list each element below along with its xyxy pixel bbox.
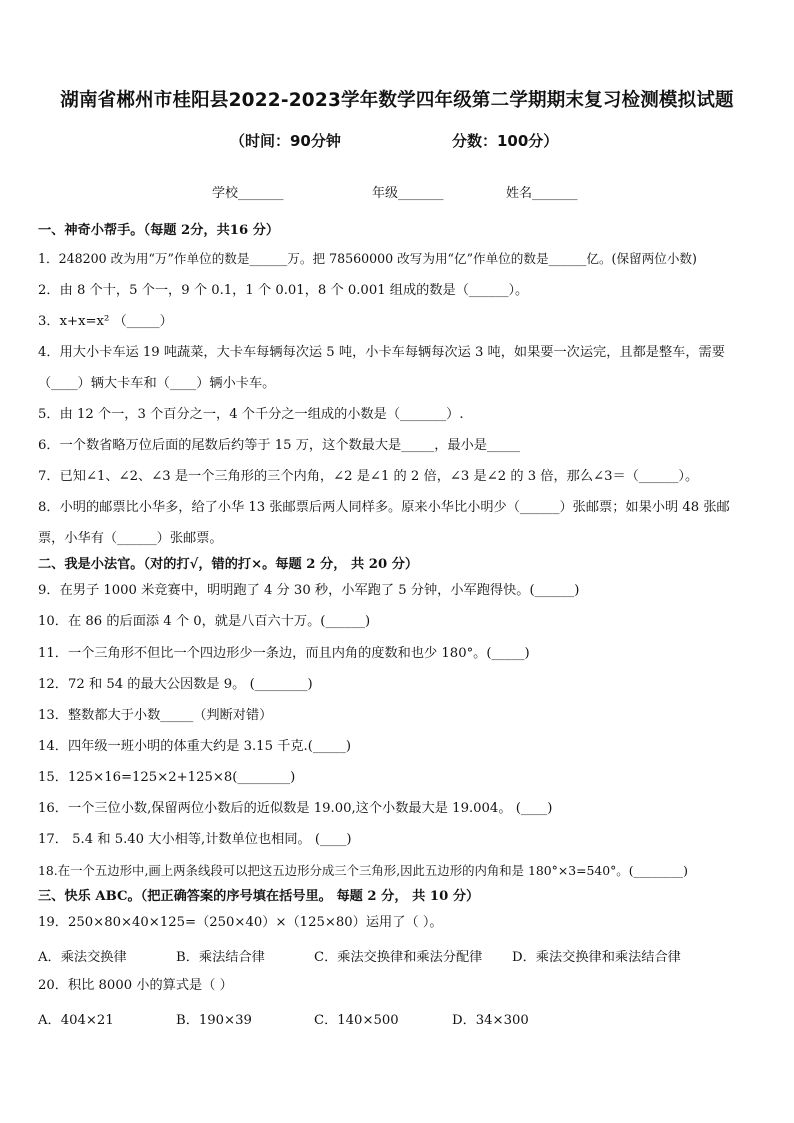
option-d: D．34×300 [452,1013,529,1028]
grade-field: 年级_______ [372,186,444,201]
question-13: 13．整数都大于小数_____（判断对错） [38,708,273,723]
question-4-line-2: （____）辆大卡车和（____）辆小卡车。 [38,376,276,391]
question-17: 17． 5.4 和 5.40 大小相等,计数单位也相同。 (____) [38,832,352,847]
option-d: D．乘法交换律和乘法结合律 [512,950,681,965]
question-11: 11．一个三角形不但比一个四边形少一条边，而且内角的度数和也少 180°。(_____) [38,646,530,661]
exam-time: （时间：90分钟 [230,132,341,150]
option-c: C．乘法交换律和乘法分配律 [314,950,483,965]
question-5: 5．由 12 个一，3 个百分之一，4 个千分之一组成的小数是（_______）. [38,407,464,422]
question-4-line-1: 4．用大小卡车运 19 吨蔬菜，大卡车每辆每次运 5 吨，小卡车每辆每次运 3 吨，如果要一次运完，且都是整车，需要 [38,345,725,360]
question-16: 16．一个三位小数,保留两位小数后的近似数是 19.00,这个小数最大是 19.004。 (____) [38,801,553,816]
question-9: 9．在男子 1000 米竞赛中，明明跑了 4 分 30 秒，小军跑了 5 分钟，小军跑得快。(______) [38,583,580,598]
question-8-line-1: 8．小明的邮票比小华多，给了小华 13 张邮票后两人同样多。原来小华比小明少（______）张邮票；如果小明 48 张邮 [38,500,730,515]
option-b: B．乘法结合律 [176,950,265,965]
question-14: 14．四年级一班小明的体重大约是 3.15 千克.(_____) [38,739,351,754]
question-10: 10．在 86 的后面添 4 个 0，就是八百六十万。(______) [38,614,371,629]
question-8-line-2: 票，小华有（______）张邮票。 [38,531,223,546]
option-b: B．190×39 [176,1013,252,1028]
question-12: 12．72 和 54 的最大公因数是 9。 (________) [38,677,313,692]
question-3: 3．x+x=x² （_____） [38,314,173,329]
question-20: 20．积比 8000 小的算式是（ ） [38,978,233,993]
section-3-heading: 三、快乐 ABC。（把正确答案的序号填在括号里。 每题 2 分， 共 10 分） [38,889,480,904]
name-field: 姓名_______ [506,186,578,201]
section-2-heading: 二、我是小法官。（对的打√，错的打×。每题 2 分， 共 20 分） [38,557,419,572]
question-7: 7．已知∠1、∠2、∠3 是一个三角形的三个内角，∠2 是∠1 的 2 倍，∠3 是∠2 的 3 倍，那么∠3＝（______）。 [38,469,699,484]
option-c: C．140×500 [314,1013,399,1028]
option-a: A．乘法交换律 [38,950,127,965]
option-a: A．404×21 [38,1013,114,1028]
question-19: 19．250×80×40×125=（250×40）×（125×80）运用了（ ）。 [38,915,443,930]
question-1: 1．248200 改为用“万”作单位的数是______万。把 78560000 改写为用“亿”作单位的数是______亿。(保留两位小数) [38,251,697,266]
page-title: 湖南省郴州市桂阳县2022-2023学年数学四年级第二学期期末复习检测模拟试题 [60,90,734,111]
question-6: 6．一个数省略万位后面的尾数后约等于 15 万，这个数最大是_____，最小是_____ [38,438,520,453]
school-field: 学校_______ [212,186,284,201]
question-2: 2．由 8 个十，5 个一，9 个 0.1，1 个 0.01，8 个 0.001 组成的数是（______）。 [38,283,529,298]
question-15: 15．125×16=125×2+125×8(________) [38,770,296,785]
question-18: 18.在一个五边形中,画上两条线段可以把这五边形分成三个三角形,因此五边形的内角和是 180°×3=540°。(________) [38,863,688,878]
exam-score: 分数：100分） [452,132,559,150]
section-1-heading: 一、神奇小帮手。（每题 2分，共16 分） [38,223,280,238]
